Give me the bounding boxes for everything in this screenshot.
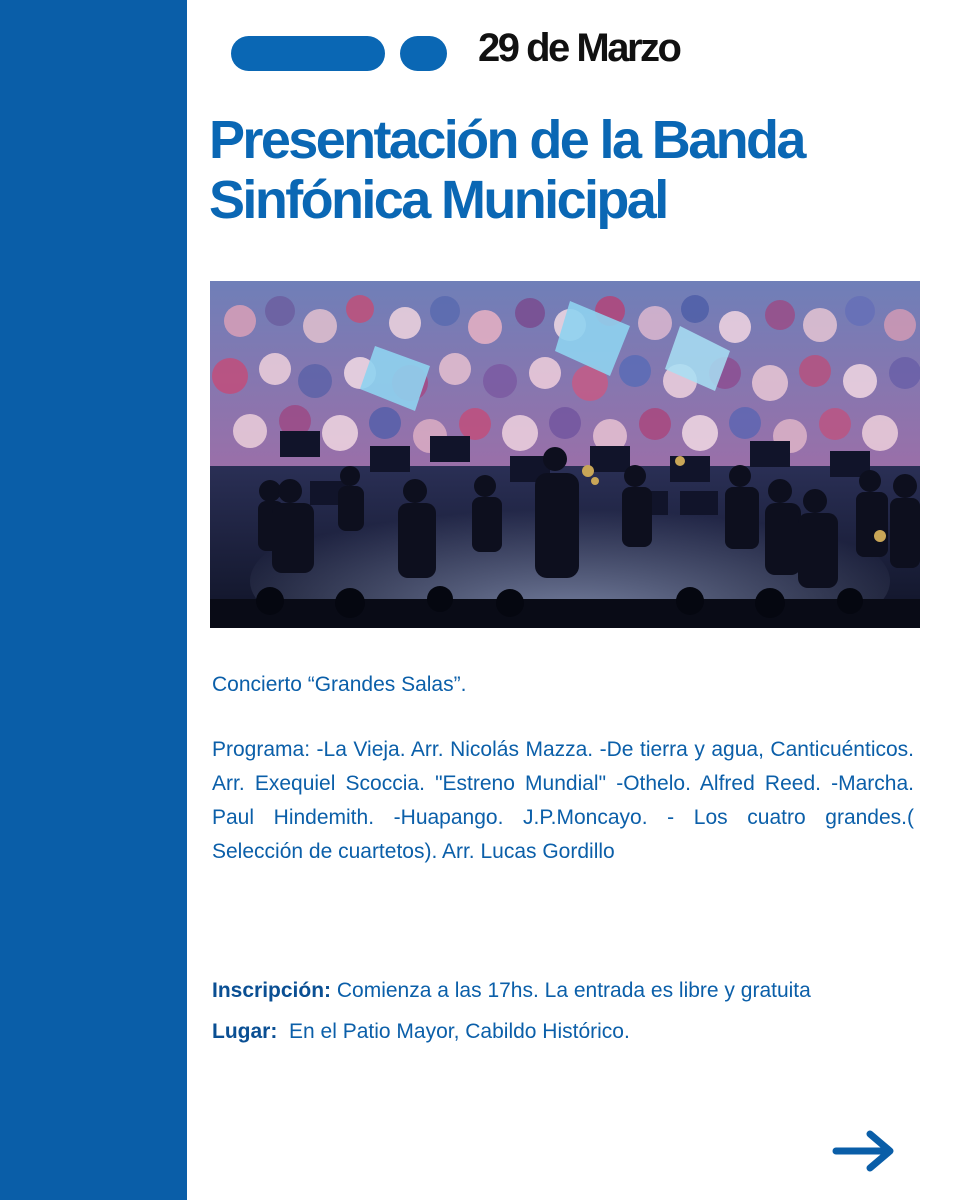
program-description: Programa: -La Vieja. Arr. Nicolás Mazza. -De tierra y agua, Canticuénticos. Arr. Exequiel Scoccia. "Estreno Mundial" -Othelo. Alfred Reed. -Marcha. Paul Hindemith. -Huapango. J.P.Moncayo. - Los cuatro grandes.( Selección de cuartetos). Arr. Lucas Gordillo bbox=[212, 738, 914, 863]
decorative-pill-long bbox=[231, 36, 385, 71]
concert-name: Concierto “Grandes Salas”. bbox=[212, 673, 467, 696]
venue-label: Lugar: bbox=[212, 1020, 278, 1043]
registration-label: Inscripción: bbox=[212, 979, 332, 1002]
arrow-right-icon[interactable] bbox=[830, 1128, 898, 1174]
registration-info bbox=[212, 976, 811, 1006]
orchestra-photo bbox=[210, 281, 920, 628]
event-title-line-1: Presentación de la Banda bbox=[209, 110, 804, 170]
left-color-band bbox=[0, 0, 187, 1200]
decorative-pill-short bbox=[400, 36, 447, 71]
event-title-line-2: Sinfónica Municipal bbox=[209, 170, 667, 230]
registration-value: Comienza a las 17hs. La entrada es libre y gratuita bbox=[336, 979, 811, 1002]
venue-value: En el Patio Mayor, Cabildo Histórico. bbox=[289, 1020, 630, 1043]
event-date: 29 de Marzo bbox=[478, 26, 680, 70]
venue-info bbox=[212, 1017, 630, 1047]
event-title bbox=[209, 110, 849, 230]
